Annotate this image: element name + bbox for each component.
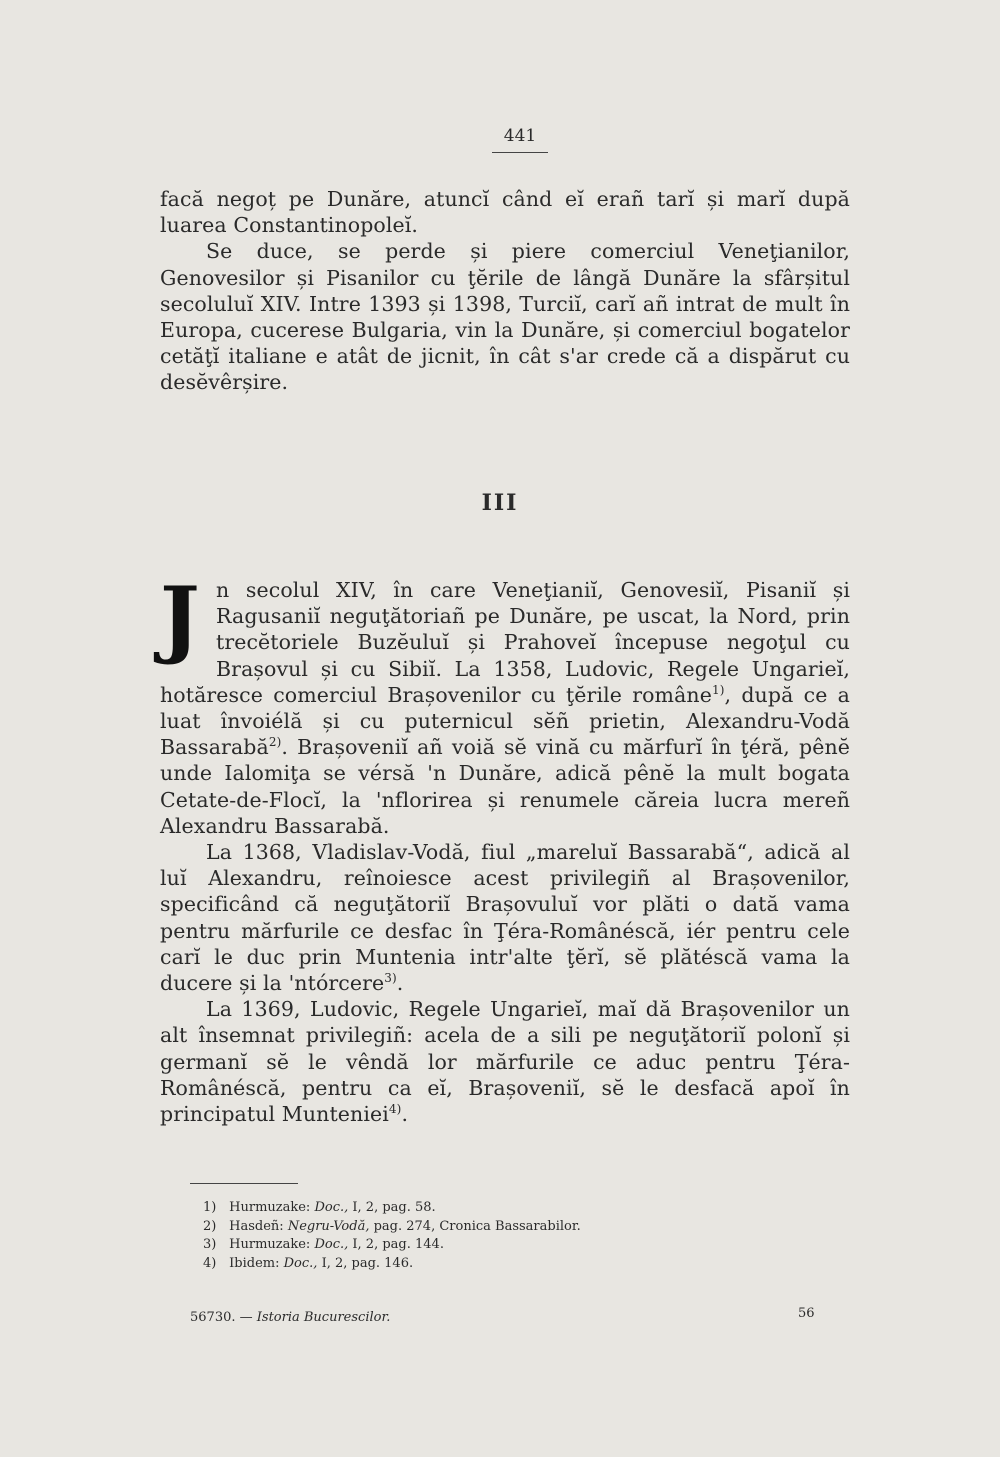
footnote-author: Ibidem: [229, 1255, 280, 1271]
footnote-ref-1: 1) [711, 682, 725, 697]
intro-paragraph-1: facă negoț pe Dunăre, atuncĭ când eĭ erañ tarĭ și marĭ după luarea Constantinopoleĭ. [160, 187, 850, 238]
intro-text [160, 186, 850, 396]
footnote-ref: pag. 274, Cronica Bassarabilor. [373, 1218, 581, 1234]
footnote-marker: 3) [203, 1237, 217, 1252]
paragraph-text: La 1369, Ludovic, Regele Ungarieĭ, maĭ dă Brașovenilor un alt însemnat privilegiñ: acela de a sili pe neguţătoriĭ polonĭ și germanĭ sĕ le vêndă lor mărfurile ce aduc pentru Ţéra-Românéscă, pentru ca eĭ, Brașoveniĭ, sĕ le desfacă apoĭ în principatul Munteniei [160, 997, 850, 1127]
drop-cap: J [160, 568, 200, 667]
footnote-work: Doc., [283, 1255, 318, 1271]
print-code: 56730. — [190, 1310, 253, 1325]
footnote-author: Hurmuzake: [229, 1200, 311, 1215]
footer-imprint [190, 1310, 390, 1325]
paragraph-text: . [401, 1102, 409, 1127]
section-heading: III [481, 490, 519, 516]
footnote-ref-4: 4) [388, 1102, 402, 1117]
section-paragraph-2 [160, 839, 850, 996]
footnote-3 [203, 1236, 803, 1255]
footnote-author: Hasdeñ: [229, 1218, 284, 1234]
footnote-4 [203, 1255, 803, 1274]
intro-paragraph-2: Se duce, se perde și piere comerciul Veneţianilor, Genovesilor și Pisanilor cu ţĕrile de lângă Dunăre la sfârșitul secoluluĭ XIV. Intre 1393 și 1398, Turciĭ, carĭ añ intrat de mult în Europa, cucerese Bulgaria, vin la Dunăre, și comerciul bogatelor cetăţĭ italiane e atât de jicnit, în cât s'ar crede că a dispărut cu desĕvêrșire. [160, 239, 850, 395]
signature-mark: 56 [798, 1306, 815, 1321]
footnote-marker: 4) [203, 1255, 217, 1271]
footnote-rule [190, 1183, 298, 1184]
footnote-work: Negru-Vodă, [287, 1218, 370, 1234]
paragraph-text: La 1368, Vladislav-Vodă, fiul „mareluĭ Bassarabă“, adică al luĭ Alexandru, reînoiesce acest privilegiñ al Brașovenilor, specificând că neguţătoriĭ Brașovuluĭ vor plăti o dată vama pentru mărfurile ce desfac în Ţéra-Românéscă, iér pentru cele carĭ le duc prin Muntenia intr'alte ţĕrĭ, sĕ plătéscă vama la ducere și la 'ntórcere [160, 840, 850, 996]
footnote-work: Doc., [314, 1237, 349, 1252]
page-number: 441 [503, 126, 537, 146]
footnote-ref: I, 2, pag. 144. [352, 1237, 444, 1252]
footnote-marker: 2) [203, 1218, 217, 1234]
footnote-work: Doc., [314, 1200, 349, 1215]
book-title: Istoria Bucurescilor. [256, 1310, 391, 1325]
footnote-ref: I, 2, pag. 58. [352, 1200, 436, 1215]
paragraph-text: , după ce a luat învoiélă și cu puternicul sĕñ prietin, Alexandru-Vodă Bassarabă [160, 682, 850, 760]
footnote-ref-2: 2) [268, 735, 282, 750]
footnote-1 [203, 1199, 803, 1218]
footnote-marker: 1) [203, 1200, 217, 1215]
section-body [160, 568, 850, 1127]
paragraph-text: . [396, 971, 404, 996]
section-paragraph-3 [160, 996, 850, 1127]
section-paragraph-1 [160, 568, 850, 839]
footnote-ref: I, 2, pag. 146. [321, 1255, 414, 1271]
paragraph-text: . Brașoveniĭ añ voiă sĕ vină cu mărfurĭ în ţéră, pênĕ unde Ialomiţa se vérsă 'n Dunăre, adică pênĕ la mult bogata Cetate-de-Flocĭ, la 'nflorirea și renumele căreia lucra mereñ Alexandru Bassarabă. [160, 735, 850, 838]
footnote-author: Hurmuzake: [229, 1237, 311, 1252]
page-number-rule [492, 152, 548, 153]
footnote-ref-3: 3) [384, 971, 397, 986]
paragraph-text: n secolul XIV, în care Veneţianiĭ, Genovesiĭ, Pisaniĭ și Ragusaniĭ neguţătoriañ pe Dunăre, pe uscat, la Nord, prin trecĕtoriele Buzĕuluĭ și Prahoveĭ începuse negoţul cu Brașovul și cu Sibiĭ. La 1358, Ludovic, Regele Ungarieĭ, hotăresce comerciul Brașovenilor cu ţĕrile române [160, 578, 850, 707]
footnotes [203, 1199, 803, 1273]
footnote-2 [203, 1218, 803, 1237]
